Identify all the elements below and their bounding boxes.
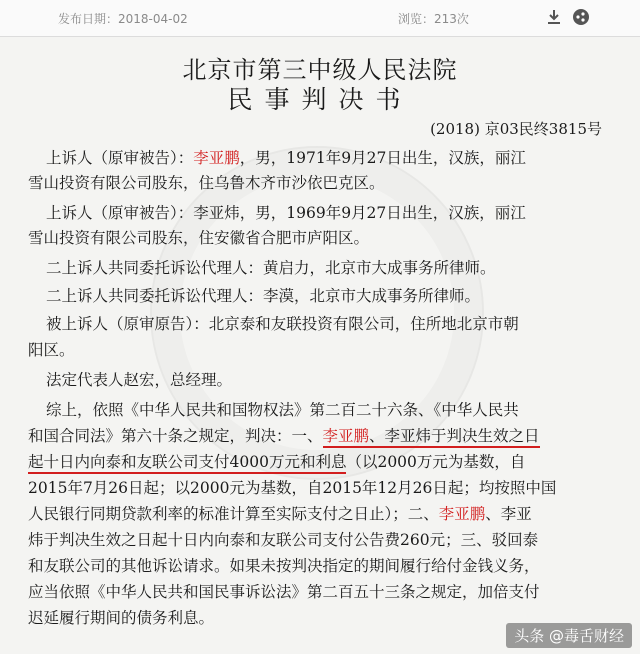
judgment-line: 应当依照《中华人民共和国民事诉讼法》第二百五十三条之规定，加倍支付: [28, 583, 540, 601]
party-line: 上诉人（原审被告）：李亚鹏，男，1971年9月27日出生，汉族，丽江: [46, 149, 526, 167]
judgment-line: 和友联公司的其他诉讼请求。如果未按判决指定的期间履行给付金钱义务，: [28, 557, 540, 575]
party-line: 雪山投资有限公司股东，住乌鲁木齐市沙依巴克区。: [28, 174, 385, 192]
party-line: 二上诉人共同委托诉讼代理人：李漠，北京市大成事务所律师。: [46, 287, 481, 305]
judgment-line: 炜于判决生效之日起十日内向泰和友联公司支付公告费260元；三、驳回泰: [28, 531, 539, 549]
party-line: 雪山投资有限公司股东，住安徽省合肥市庐阳区。: [28, 229, 370, 247]
download-icon[interactable]: [545, 8, 563, 26]
judgment-line: 人民银行同期贷款利率的标准计算至实际支付之日止）；二、李亚鹏、李亚: [28, 505, 532, 523]
judgment-line: 2015年7月26日起；以2000元为基数，自2015年12月26日起；均按照中国: [28, 479, 557, 497]
view-count: 浏览：213次: [398, 12, 469, 26]
judgment-document: [0, 36, 640, 654]
party-line: 法定代表人赵宏，总经理。: [46, 371, 233, 389]
judgment-line: 起十日内向泰和友联公司支付4000万元和利息（以2000万元为基数，自: [28, 450, 525, 472]
party-line: 上诉人（原审被告）：李亚炜，男，1969年9月27日出生，汉族，丽江: [46, 204, 526, 222]
judgment-line: 迟延履行期间的债务利息。: [28, 609, 215, 627]
court-name: 北京市第三中级人民法院: [182, 56, 458, 84]
judgment-line: 综上，依照《中华人民共和国物权法》第二百二十六条、《中华人民共: [46, 401, 519, 419]
case-number: (2018) 京03民终3815号: [430, 120, 602, 138]
share-icon[interactable]: [572, 8, 590, 26]
publish-date: 发布日期：2018-04-02: [58, 12, 188, 26]
top-info-bar: [0, 0, 640, 37]
party-line: 阳区。: [28, 341, 75, 359]
source-watermark: 头条 @毒舌财经: [506, 623, 632, 648]
party-line: 二上诉人共同委托诉讼代理人：黄启力，北京市大成事务所律师。: [46, 259, 496, 277]
judgment-line: 和国合同法》第六十条之规定，判决：一、李亚鹏、李亚炜于判决生效之日: [28, 424, 540, 446]
party-line: 被上诉人（原审原告）：北京泰和友联投资有限公司，住所地北京市朝: [46, 315, 519, 333]
document-title: 民事判决书: [227, 85, 413, 114]
